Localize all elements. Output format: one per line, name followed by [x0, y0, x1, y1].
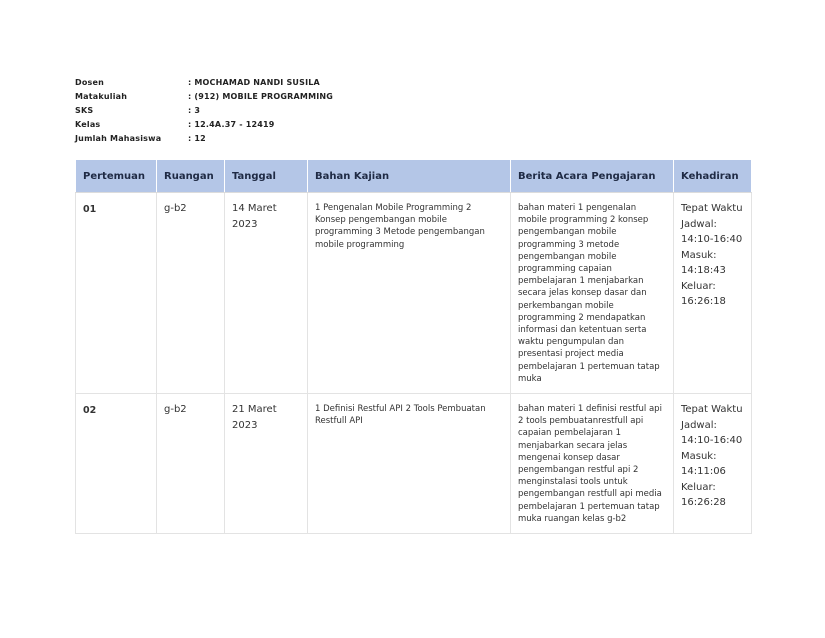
attendance-jadwal-label: Jadwal:	[681, 419, 717, 431]
info-dosen	[75, 76, 333, 90]
cell-kehadiran	[674, 394, 752, 534]
attendance-status: Tepat Waktu	[681, 203, 743, 214]
info-value: : MOCHAMAD NANDI SUSILA	[188, 78, 320, 87]
attendance-masuk-label: Masuk:	[681, 249, 717, 261]
attendance-keluar-label: Keluar:	[681, 481, 716, 493]
info-label: Kelas	[75, 120, 101, 129]
info-label: Jumlah Mahasiswa	[75, 134, 162, 143]
cell-tanggal: 14 Maret 2023	[225, 193, 308, 394]
header-tanggal: Tanggal	[225, 160, 308, 193]
attendance-jadwal: 14:10-16:40	[681, 435, 743, 447]
header-ruangan: Ruangan	[157, 160, 225, 193]
attendance-keluar-label: Keluar:	[681, 280, 716, 292]
header-berita-acara: Berita Acara Pengajaran	[511, 160, 674, 193]
table-header-row	[76, 160, 752, 193]
attendance-masuk-label: Masuk:	[681, 450, 717, 462]
attendance-masuk: 14:18:43	[681, 265, 726, 276]
info-matakuliah	[75, 90, 333, 104]
attendance-keluar: 16:26:18	[681, 296, 726, 307]
cell-pertemuan: 01	[76, 193, 157, 394]
cell-ruangan: g-b2	[157, 394, 225, 534]
attendance-jadwal: 14:10-16:40	[681, 234, 743, 245]
info-label: SKS	[75, 106, 94, 115]
attendance-masuk: 14:11:06	[681, 466, 726, 478]
info-label: Dosen	[75, 78, 105, 87]
attendance-status: Tepat Waktu	[681, 404, 743, 416]
table-row	[76, 394, 752, 534]
info-value: : (912) MOBILE PROGRAMMING	[188, 92, 334, 101]
info-kelas	[75, 118, 333, 132]
info-jumlah-mahasiswa	[75, 132, 333, 146]
cell-pertemuan: 02	[76, 394, 157, 534]
header-kehadiran: Kehadiran	[674, 160, 752, 193]
info-value: : 12.4A.37 - 12419	[188, 120, 275, 129]
info-value: : 12	[188, 134, 206, 143]
cell-kehadiran	[674, 193, 752, 394]
header-bahan-kajian: Bahan Kajian	[308, 160, 511, 193]
info-value: : 3	[188, 106, 201, 115]
header-pertemuan: Pertemuan	[76, 160, 157, 193]
info-label: Matakuliah	[75, 92, 128, 101]
cell-ruangan: g-b2	[157, 193, 225, 394]
attendance-keluar: 16:26:28	[681, 497, 726, 509]
meeting-table	[75, 159, 752, 534]
table-row	[76, 193, 752, 394]
cell-bahan-kajian: 1 Pengenalan Mobile Programming 2 Konsep pengembangan mobile programming 3 Metode pengembangan mobile programming	[308, 193, 511, 394]
course-info	[75, 76, 333, 146]
cell-bahan-kajian: 1 Definisi Restful API 2 Tools Pembuatan Restfull API	[308, 394, 511, 534]
cell-berita-acara: bahan materi 1 definisi restful api 2 tools pembuatanrestfull api capaian pembelajaran 1 menjabarkan secara jelas mengenai konsep dasar pengembangan restful api 2 menginstalasi tools untuk pengembangan restfull api media pembelajaran 1 pertemuan tatap muka ruangan kelas g-b2	[511, 394, 674, 534]
attendance-jadwal-label: Jadwal:	[681, 218, 717, 230]
info-sks	[75, 104, 333, 118]
cell-tanggal: 21 Maret 2023	[225, 394, 308, 534]
cell-berita-acara: bahan materi 1 pengenalan mobile programming 2 konsep pengembangan mobile programming 3 metode pengembangan mobile programming capaian pembelajaran 1 menjabarkan secara jelas konsep dasar dan perkembangan mobile programming 2 mendapatkan informasi dan ketentuan serta waktu pengumpulan dan presentasi project media pembelajaran 1 pertemuan tatap muka	[511, 193, 674, 394]
